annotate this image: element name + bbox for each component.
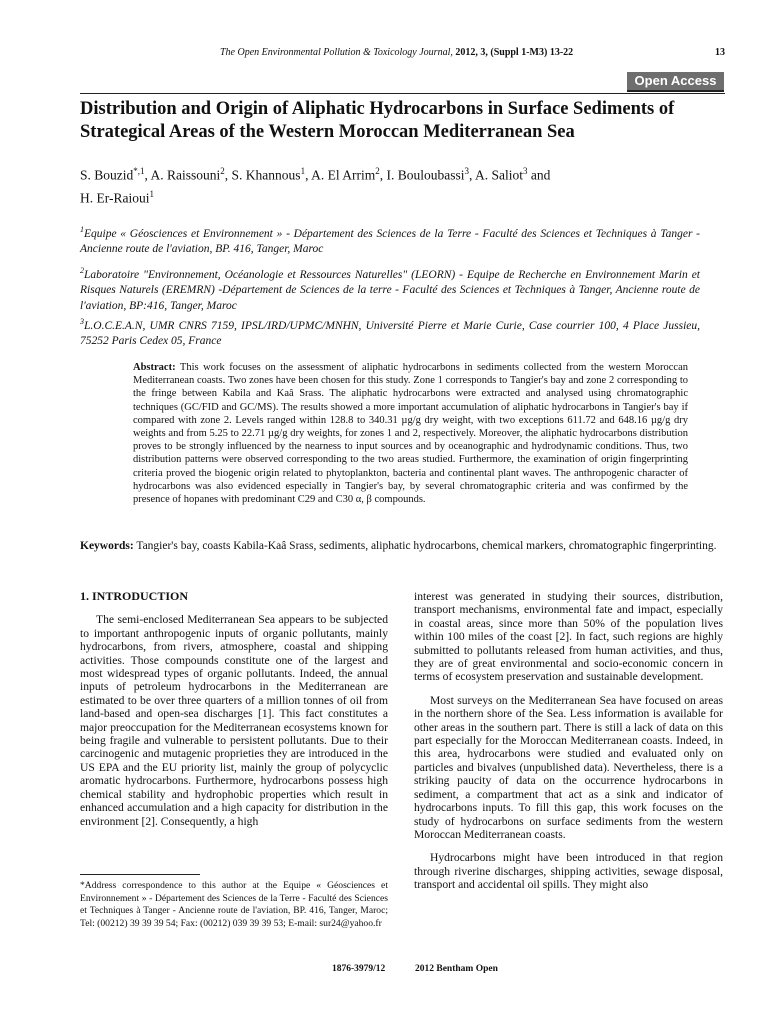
open-access-badge: Open Access <box>627 72 724 92</box>
page-number: 13 <box>715 47 725 58</box>
right-column <box>414 590 723 892</box>
journal-citation: The Open Environmental Pollution & Toxicology Journal, 2012, 3, (Suppl 1-M3) 13-22 <box>220 47 574 58</box>
intro-paragraph-2: Most surveys on the Mediterranean Sea have focused on areas in the northern shore of the Sea. Less information is available for other areas in the southern part. There is still a lack of data on this part especially for the Moroccan Mediterranean coasts. Indeed, in this area, hydrocarbons were studied and evaluated only on particles and bivalves (unpublished data). Nevertheless, there is a striking paucity of data on the occurrence hydrocarbons in sediment, a compartment that act as a sink and indicator of hydrocarbons inputs. To fill this gap, this work focuses on the study of hydrocarbons on surface sediments from the western Moroccan Mediterranean coasts. <box>414 693 723 841</box>
correspondence-footnote: *Address correspondence to this author at the Equipe « Géosciences et Environnement » - Département des Sciences de la Terre - Faculté des Sciences et Techniques à Tanger - Ancienne route de l'aviation, BP. 416, Tanger, Maroc; Tel: (00212) 39 39 39 54; Fax: (00212) 039 39 39 53; E-mail: sur24@yahoo.fr <box>80 880 388 929</box>
section-heading-introduction: 1. INTRODUCTION <box>80 589 189 603</box>
keywords-text: Tangier's bay, coasts Kabila-Kaâ Srass, sediments, aliphatic hydrocarbons, chemical markers, chromatographic fingerprinting. <box>136 540 717 552</box>
abstract-text: This work focuses on the assessment of aliphatic hydrocarbons in sediments collected from the western Moroccan Mediterranean coasts. Two zones have been chosen for this study. Zone 1 corresponds to Tangier's bay and zone 2 corresponding to the fringe between Kabila and Kaâ Srass. The aliphatic hydrocarbons were extracted and analysed using chromatographic techniques (GC/FID and GC/MS). The results showed a more important accumulation of aliphatic hydrocarbons in Tangier's bay if compared with zone 2. Levels ranged within 128.8 to 340.31 µg/g dry weight, with two exceptions 611.72 and 648.16 µg/g dry weights and from 5.25 to 22.71 µg/g dry weights, for zones 1 and 2, respectively. Moreover, the aliphatic hydrocarbons distribution proves to be strongly influenced by the nearness to input sources and by oceanographic and hydrodynamic conditions. Thus, two distribution patterns were observed corresponding to the two areas studied. Furthermore, the examination of origin fingerprinting criteria proved the biogenic origin related to phytoplankton, bacteria and continental plant waves. The anthropogenic character of hydrocarbons was also evidenced especially in Tangier's bay, by several chromatographic criteria and was confirmed by the presence of hopanes with predominant C29 and C30 α, β compounds. <box>133 362 688 506</box>
affiliation-2: $^2$Laboratoire "Environnement, Océanologie et Ressources Naturelles" (LEORN) - Equipe de Recherche en Environnement Marin et Risques Naturels (EREMRN) -Département de Sciences de la terre - Faculté des Sciences et Techniques à Tanger, Ancienne route de l'aviation, BP:416, Tanger, Maroc <box>80 266 700 312</box>
publisher: 2012 Bentham Open <box>415 964 498 974</box>
affiliation-3: $^3$L.O.C.E.A.N, UMR CNRS 7159, IPSL/IRD/UPMC/MNHN, Université Pierre et Marie Curie, Case courrier 100, 4 Place Jussieu, 75252 Paris Cedex 05, France <box>80 317 700 348</box>
affiliation-1: $^1$Equipe « Géosciences et Environnement » - Département des Sciences de la Terre - Faculté des Sciences et Techniques à Tanger - Ancienne route de l'aviation, BP. 416, Tanger, Maroc <box>80 225 700 256</box>
abstract-label: Abstract: <box>133 362 176 373</box>
footnote-rule <box>80 874 200 875</box>
author-list: S. Bouzid$^{*,1}$, A. Raissouni$^2$, S. Khannous$^1$, A. El Arrim$^2$, I. Bouloubassi$^3$, A. Saliot$^3$ and H. Er-Raioui$^1$ <box>80 166 551 205</box>
intro-paragraph-3: Hydrocarbons might have been introduced in that region through riverine discharges, shipping activities, sewage disposal, transport and accidental oil spills. They might also <box>414 851 723 892</box>
intro-paragraph-continued: interest was generated in studying their sources, distribution, transport mechanisms, environmental fate and impact, especially in coastal areas, since more than 50% of the population lives within 100 miles of the coast [2]. In fact, such regions are highly submitted to pollutants released from human activities, and thus, they are of great environmental and socio-economic concern in terms of ecosystem preservation and sustainable development. <box>414 590 723 684</box>
paper-title: Distribution and Origin of Aliphatic Hydrocarbons in Surface Sediments of Strategical Areas of the Western Moroccan Mediterranean Sea <box>80 99 675 142</box>
abstract <box>133 361 688 506</box>
left-column <box>80 590 388 828</box>
keywords <box>80 540 725 554</box>
keywords-label: Keywords: <box>80 540 134 552</box>
header-rule <box>80 93 725 94</box>
intro-paragraph-1: The semi-enclosed Mediterranean Sea appears to be subjected to important anthropogenic inputs of organic pollutants, mainly hydrocarbons, from rivers, atmosphere, coastal and shipping activities. Those compounds constitute one of the largest and most widespread types of organic pollutants. Indeed, the annual inputs of petroleum hydrocarbons in the Mediterranean are estimated to be over three quarters of a million tonnes of oil from land-based and open-sea discharges [1]. This fact constitutes a major preoccupation for the Mediterranean ecosystems known for being fragile and vulnerable to persistent pollutants. Due to their carcinogenic and mutagenic proprieties they are introduced in the US EPA and the EU priority list, mainly the group of polycyclic aromatic hydrocarbons. Furthermore, hydrocarbons possess high chemical stability and hydrophobic properties which result in enhanced accumulation and a high capacity for distribution in the environment [2]. Consequently, a high <box>80 613 388 828</box>
issn: 1876-3979/12 <box>332 964 386 974</box>
